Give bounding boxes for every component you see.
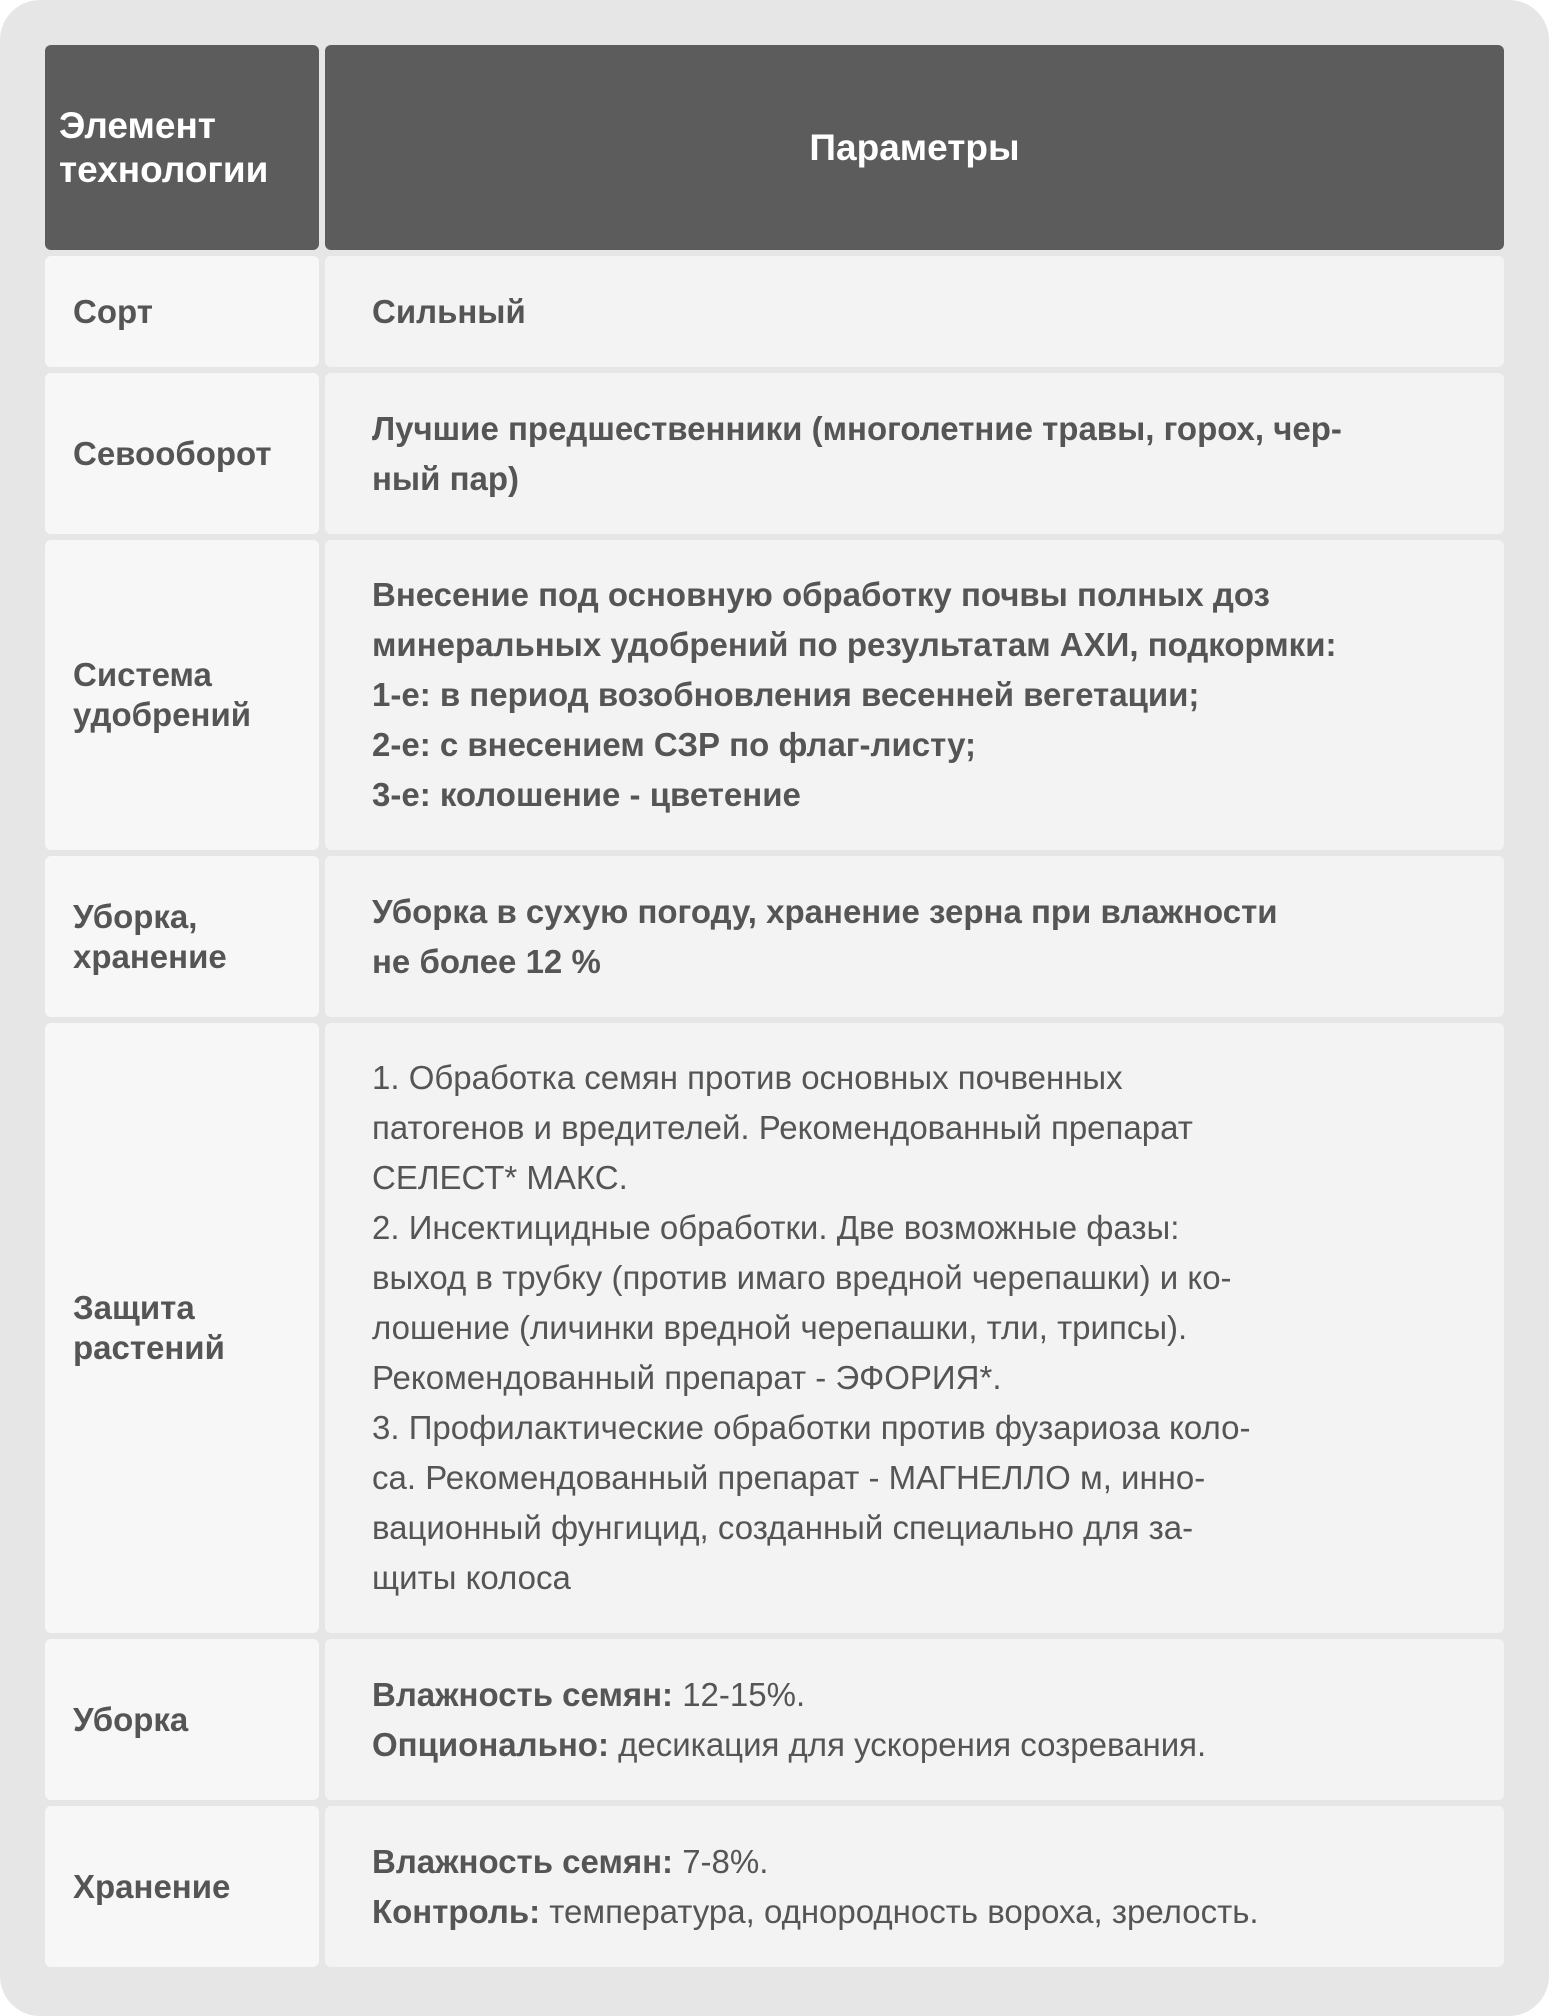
harvest-line-optional: Опционально: десикация для ускорения созревания. [372, 1725, 1207, 1763]
row-param-crop-rotation: Лучшие предшественники (многолетние травы, горох, чер- ный пар) [325, 373, 1504, 534]
row-label-harvest-storage: Уборка, хранение [45, 856, 319, 1017]
header-element [45, 45, 319, 250]
header-parameters [325, 45, 1504, 250]
header-element-label: Элемент технологии [59, 104, 269, 190]
row-label-fertilizer-system: Система удобрений [45, 540, 319, 850]
row-param-harvest-storage: Уборка в сухую погоду, хранение зерна при влажности не более 12 % [325, 856, 1504, 1017]
row-label-storage: Хранение [45, 1806, 319, 1967]
row-param-variety: Сильный [325, 256, 1504, 367]
row-param-harvest [325, 1639, 1504, 1800]
row-param-plant-protection: 1. Обработка семян против основных почвенных патогенов и вредителей. Рекомендованный препарат СЕЛЕСТ* МАКС. 2. Инсектицидные обработки. Две возможные фазы: выход в трубку (против имаго вредной черепашки) и ко- лошение (личинки вредной черепашки, тли, трипсы). Рекомендованный препарат - ЭФОРИЯ*. 3. Профилактические обработки против фузариоза коло- са. Рекомендованный препарат - МАГНЕЛЛО м, инно- вационный фунгицид, созданный специально для за- щиты колоса [325, 1023, 1504, 1633]
row-param-storage [325, 1806, 1504, 1967]
row-label-crop-rotation: Севооборот [45, 373, 319, 534]
row-label-plant-protection: Защита растений [45, 1023, 319, 1633]
row-label-variety: Сорт [45, 256, 319, 367]
harvest-line-moisture: Влажность семян: 12-15%. [372, 1675, 806, 1713]
storage-line-control: Контроль: температура, однородность вороха, зрелость. [372, 1892, 1259, 1930]
technology-table [45, 45, 1504, 1967]
storage-line-moisture: Влажность семян: 7-8%. [372, 1842, 769, 1880]
row-label-harvest: Уборка [45, 1639, 319, 1800]
header-parameters-label: Параметры [809, 126, 1020, 168]
row-param-fertilizer-system: Внесение под основную обработку почвы полных доз минеральных удобрений по результатам АХИ, подкормки: 1-е: в период возобновления весенней вегетации; 2-е: с внесением СЗР по флаг-листу; 3-е: колошение - цветение [325, 540, 1504, 850]
